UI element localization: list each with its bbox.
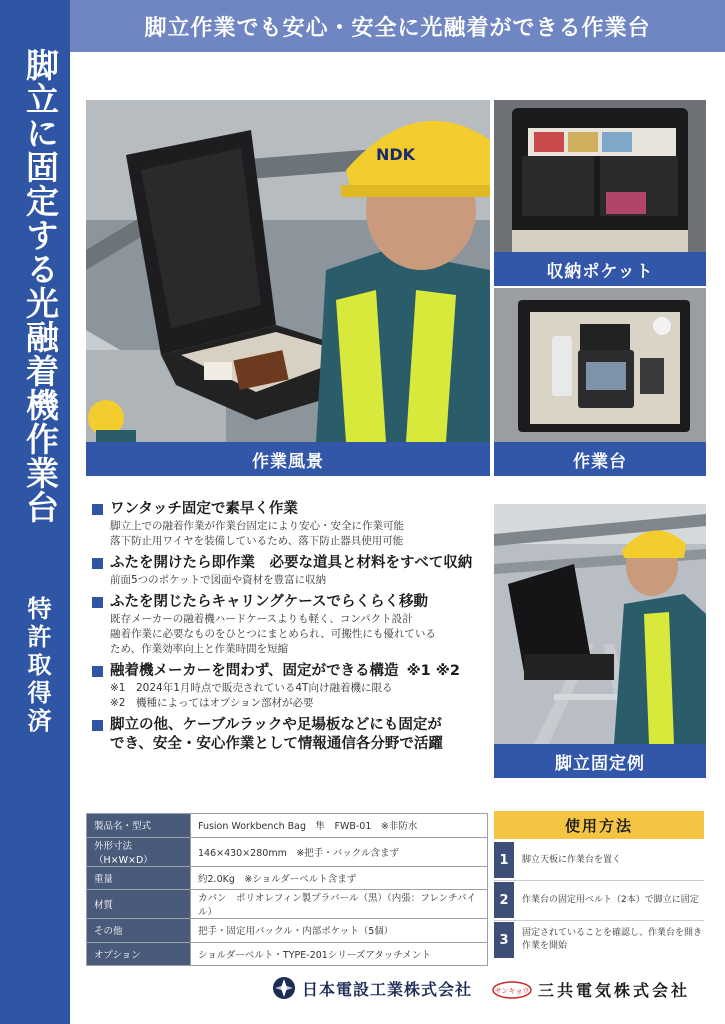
step-text: 作業台の固定用ベルト（2本）で脚立に固定 xyxy=(522,894,699,905)
feature-text: 融着作業に必要なものをひとつにまとめられ、可搬性にも優れている xyxy=(110,628,436,640)
step-text: 脚立天板に作業台を置く xyxy=(522,854,622,865)
workbench-photo xyxy=(494,288,706,442)
patent-badge: 特許取得済 xyxy=(23,596,51,736)
storage-pocket-label: 収納ポケット xyxy=(494,252,706,286)
divider xyxy=(494,920,704,921)
side-title: 脚立に固定する光融着機作業台 xyxy=(21,48,60,524)
feature-text: 落下防止用ワイヤを装備しているため、落下防止器具使用可能 xyxy=(110,535,404,547)
feature-text: 前面5つのポケットで図面や資材を豊富に収納 xyxy=(110,574,327,586)
company2-name: 三共電気株式会社 xyxy=(538,981,691,1000)
storage-pocket-photo xyxy=(494,100,706,252)
spec-key: 外形寸法（H×W×D） xyxy=(87,837,191,866)
feature-text: 脚立上での融着作業が作業台固定により安心・安全に作業可能 xyxy=(110,520,404,532)
table-row xyxy=(87,919,488,943)
bullet-square-icon xyxy=(92,720,103,731)
step-number: 3 xyxy=(494,922,514,958)
spec-value: Fusion Workbench Bag 隼 FWB-01 ※非防水 xyxy=(191,814,488,838)
spec-value: 146×430×280mm ※把手・バックル含まず xyxy=(191,837,488,866)
company1-name: 日本電設工業株式会社 xyxy=(302,979,473,999)
feature-note: ※1 ※2 xyxy=(406,663,460,679)
feature-text: ※2 機種によってはオプション部材が必要 xyxy=(110,697,314,709)
spec-key: 製品名・型式 xyxy=(87,814,191,838)
feature-title: 融着機メーカーを問わず、固定ができる構造 xyxy=(110,663,399,679)
usage-step xyxy=(494,842,704,878)
spec-value: カバン ポリオレフィン製プラバール（黒）（内張：フレンチパイル） xyxy=(191,890,488,919)
company1-logo xyxy=(272,976,472,1000)
spec-key: オプション xyxy=(87,942,191,966)
table-row xyxy=(87,890,488,919)
spec-key: 材質 xyxy=(87,890,191,919)
spec-key: その他 xyxy=(87,919,191,943)
bullet-square-icon xyxy=(92,666,103,677)
usage-title: 使用方法 xyxy=(494,811,704,839)
feature-item xyxy=(92,662,492,711)
feature-title: ふたを閉じたらキャリングケースでらくらく移動 xyxy=(110,594,428,610)
table-row xyxy=(87,866,488,890)
feature-title-line2: でき、安全・安心作業として情報通信各分野で活躍 xyxy=(110,736,443,752)
feature-item xyxy=(92,500,492,549)
company2-mark: サンキョウ xyxy=(494,986,530,995)
step-number: 2 xyxy=(494,882,514,918)
work-scene-label: 作業風景 xyxy=(86,442,490,476)
feature-text: 既存メーカーの融着機ハードケースよりも軽く、コンパクト設計 xyxy=(110,613,413,625)
page-title: 脚立作業でも安心・安全に光融着ができる作業台 xyxy=(144,15,651,41)
spec-key: 重量 xyxy=(87,866,191,890)
feature-item xyxy=(92,716,492,754)
feature-title: ふたを開けたら即作業 必要な道具と材料をすべて収納 xyxy=(110,555,473,571)
header-banner xyxy=(70,0,725,52)
workbench-label: 作業台 xyxy=(494,442,706,476)
feature-title: 脚立の他、ケーブルラックや足場板などにも固定が xyxy=(110,717,442,733)
company2-logo xyxy=(492,978,690,1001)
bullet-square-icon xyxy=(92,558,103,569)
bullet-square-icon xyxy=(92,504,103,515)
usage-step xyxy=(494,882,704,918)
work-scene-photo xyxy=(86,100,490,442)
spec-value: 把手・固定用バックル・内部ポケット（5個） xyxy=(191,919,488,943)
spec-table xyxy=(86,813,488,966)
ndk-logo-icon xyxy=(272,976,296,1000)
helmet-text: NDK xyxy=(376,145,416,164)
feature-list xyxy=(92,500,492,759)
spec-value: 約2.0Kg ※ショルダーベルト含まず xyxy=(191,866,488,890)
table-row xyxy=(87,837,488,866)
table-row xyxy=(87,942,488,966)
ladder-example-photo xyxy=(494,504,706,744)
feature-item xyxy=(92,593,492,657)
feature-title: ワンタッチ固定で素早く作業 xyxy=(110,501,298,517)
feature-text: ため、作業効率向上と作業時間を短縮 xyxy=(110,643,289,655)
sankyo-logo-icon xyxy=(492,981,532,999)
feature-text: ※1 2024年1月時点で販売されている4T向け融着機に限る xyxy=(110,682,393,694)
spec-value: ショルダーベルト・TYPE-201シリーズアタッチメント xyxy=(191,942,488,966)
divider xyxy=(494,880,704,881)
feature-item xyxy=(92,554,492,588)
usage-step xyxy=(494,922,704,958)
step-text: 固定されていることを確認し、作業台を開き作業を開始 xyxy=(522,928,703,951)
table-row xyxy=(87,814,488,838)
ladder-example-label: 脚立固定例 xyxy=(494,744,706,778)
step-number: 1 xyxy=(494,842,514,878)
bullet-square-icon xyxy=(92,597,103,608)
